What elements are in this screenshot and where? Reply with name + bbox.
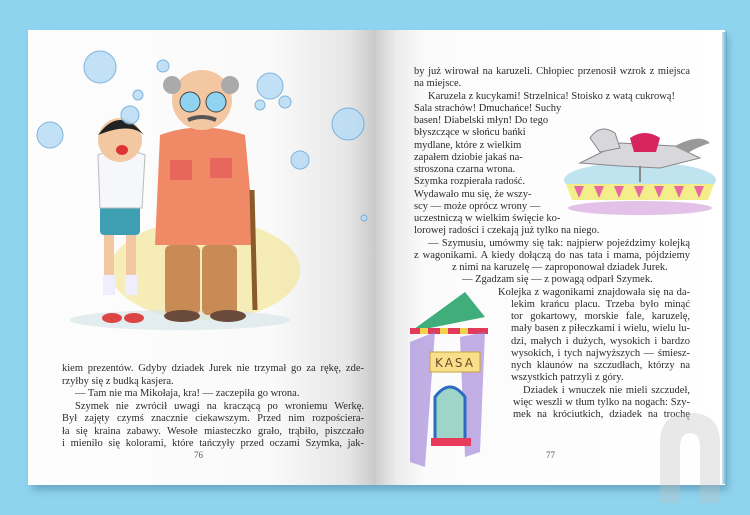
text-line: rzyłby się z budką kasjera. (62, 375, 174, 387)
text-line: Karuzela z kucykami! Strzelnica! Stoisko z watą cukrową! (428, 90, 675, 102)
text-line: dzi, małych i dużych, wysokich i bardzo (511, 335, 690, 347)
text-line: lorowej radości i czekają już tylko na niego. (414, 225, 600, 237)
text-line: scy — może oprócz wrony — (414, 200, 541, 212)
text-line: uczestniczą w wielkim święcie ko- (414, 213, 561, 224)
grandpa-boy-illustration (30, 40, 375, 335)
text-line: Był zajęty czymś znacznie ciekawszym. Przed nim rozpościera- (62, 413, 364, 424)
text-line: Szymka rozpierała radość. (414, 176, 526, 188)
kiosk-sign-text: KASA (435, 356, 475, 370)
text-line: kiem prezentów. Gdyby dziadek Jurek nie trzymał go za rękę, zde- (62, 363, 364, 374)
text-line: zapałem dziobie jakaś na- (414, 151, 523, 163)
text-line: mydlane, które z wielkim (414, 139, 522, 151)
page-number-right: 77 (546, 450, 555, 460)
text-line: mały basen z piłeczkami i wielu, wielu lu- (511, 323, 690, 335)
text-line: z nimi na karuzelę — zaproponował dziadek Jurek. (452, 262, 668, 273)
text-line: Dziadek i wnuczek nie mieli szczudeł, (523, 384, 690, 396)
text-line: Szymek nie zwrócił uwagi na kraczącą po wroniemu Werkę. (75, 400, 364, 412)
text-line: wszystkich patrzyli z góry. (511, 372, 624, 384)
text-line: z wagonikami. A kiedy dołączą do nas tata i mama, pójdziemy (414, 249, 690, 261)
text-line: ła się kraina zabawy. Wesołe miasteczko grało, trąbiło, piszczało (62, 425, 364, 437)
watermark-logo (630, 393, 750, 503)
text-line: Wydawało mu się, że wszy- (414, 188, 532, 200)
text-line: wysokich, i tych najwyższych — śmiesz- (511, 347, 690, 359)
text-line: Sala strachów! Dmuchańce! Suchy (414, 102, 562, 114)
text-line: nych klaunów na szczudłach, którzy na (511, 360, 690, 371)
ticket-kiosk-illustration (405, 292, 495, 467)
text-line: mek na króciutkich, dziadek na trochę (513, 409, 690, 420)
text-line: błyszczące w słońcu bańki (414, 127, 526, 139)
text-line: stroszona czarna wrona. (414, 164, 516, 175)
text-line: Kolejka z wagonikami znajdowała się na da- (498, 286, 690, 298)
text-line: — Zgadzam się — z powagą odparł Szymek. (462, 274, 653, 286)
text-line: — Szymusiu, umówmy się tak: najpierw pojeździmy kolejką (428, 237, 690, 249)
text-line: więc weszli w tłum tylko na nogach: Szy- (513, 396, 690, 408)
text-line: i mieniło się kolorami, które tańczyły przed oczami Szymka, jak- (62, 438, 364, 449)
text-line: na miejsce. (414, 78, 462, 90)
page-number-left: 76 (194, 450, 203, 460)
text-line: basen! Diabelski młyn! Do tego (414, 115, 549, 126)
text-line: tor gokartowy, morskie fale, karuzelę, (511, 311, 690, 322)
text-line: by już wirował na karuzeli. Chłopiec przenosił wzrok z miejsca (414, 66, 690, 77)
text-line: — Tam nie ma Mikołaja, kra! — zaczepiła go wrona. (75, 388, 300, 399)
text-line: lekim krańcu placu. Trzeba było minąć (511, 298, 690, 310)
